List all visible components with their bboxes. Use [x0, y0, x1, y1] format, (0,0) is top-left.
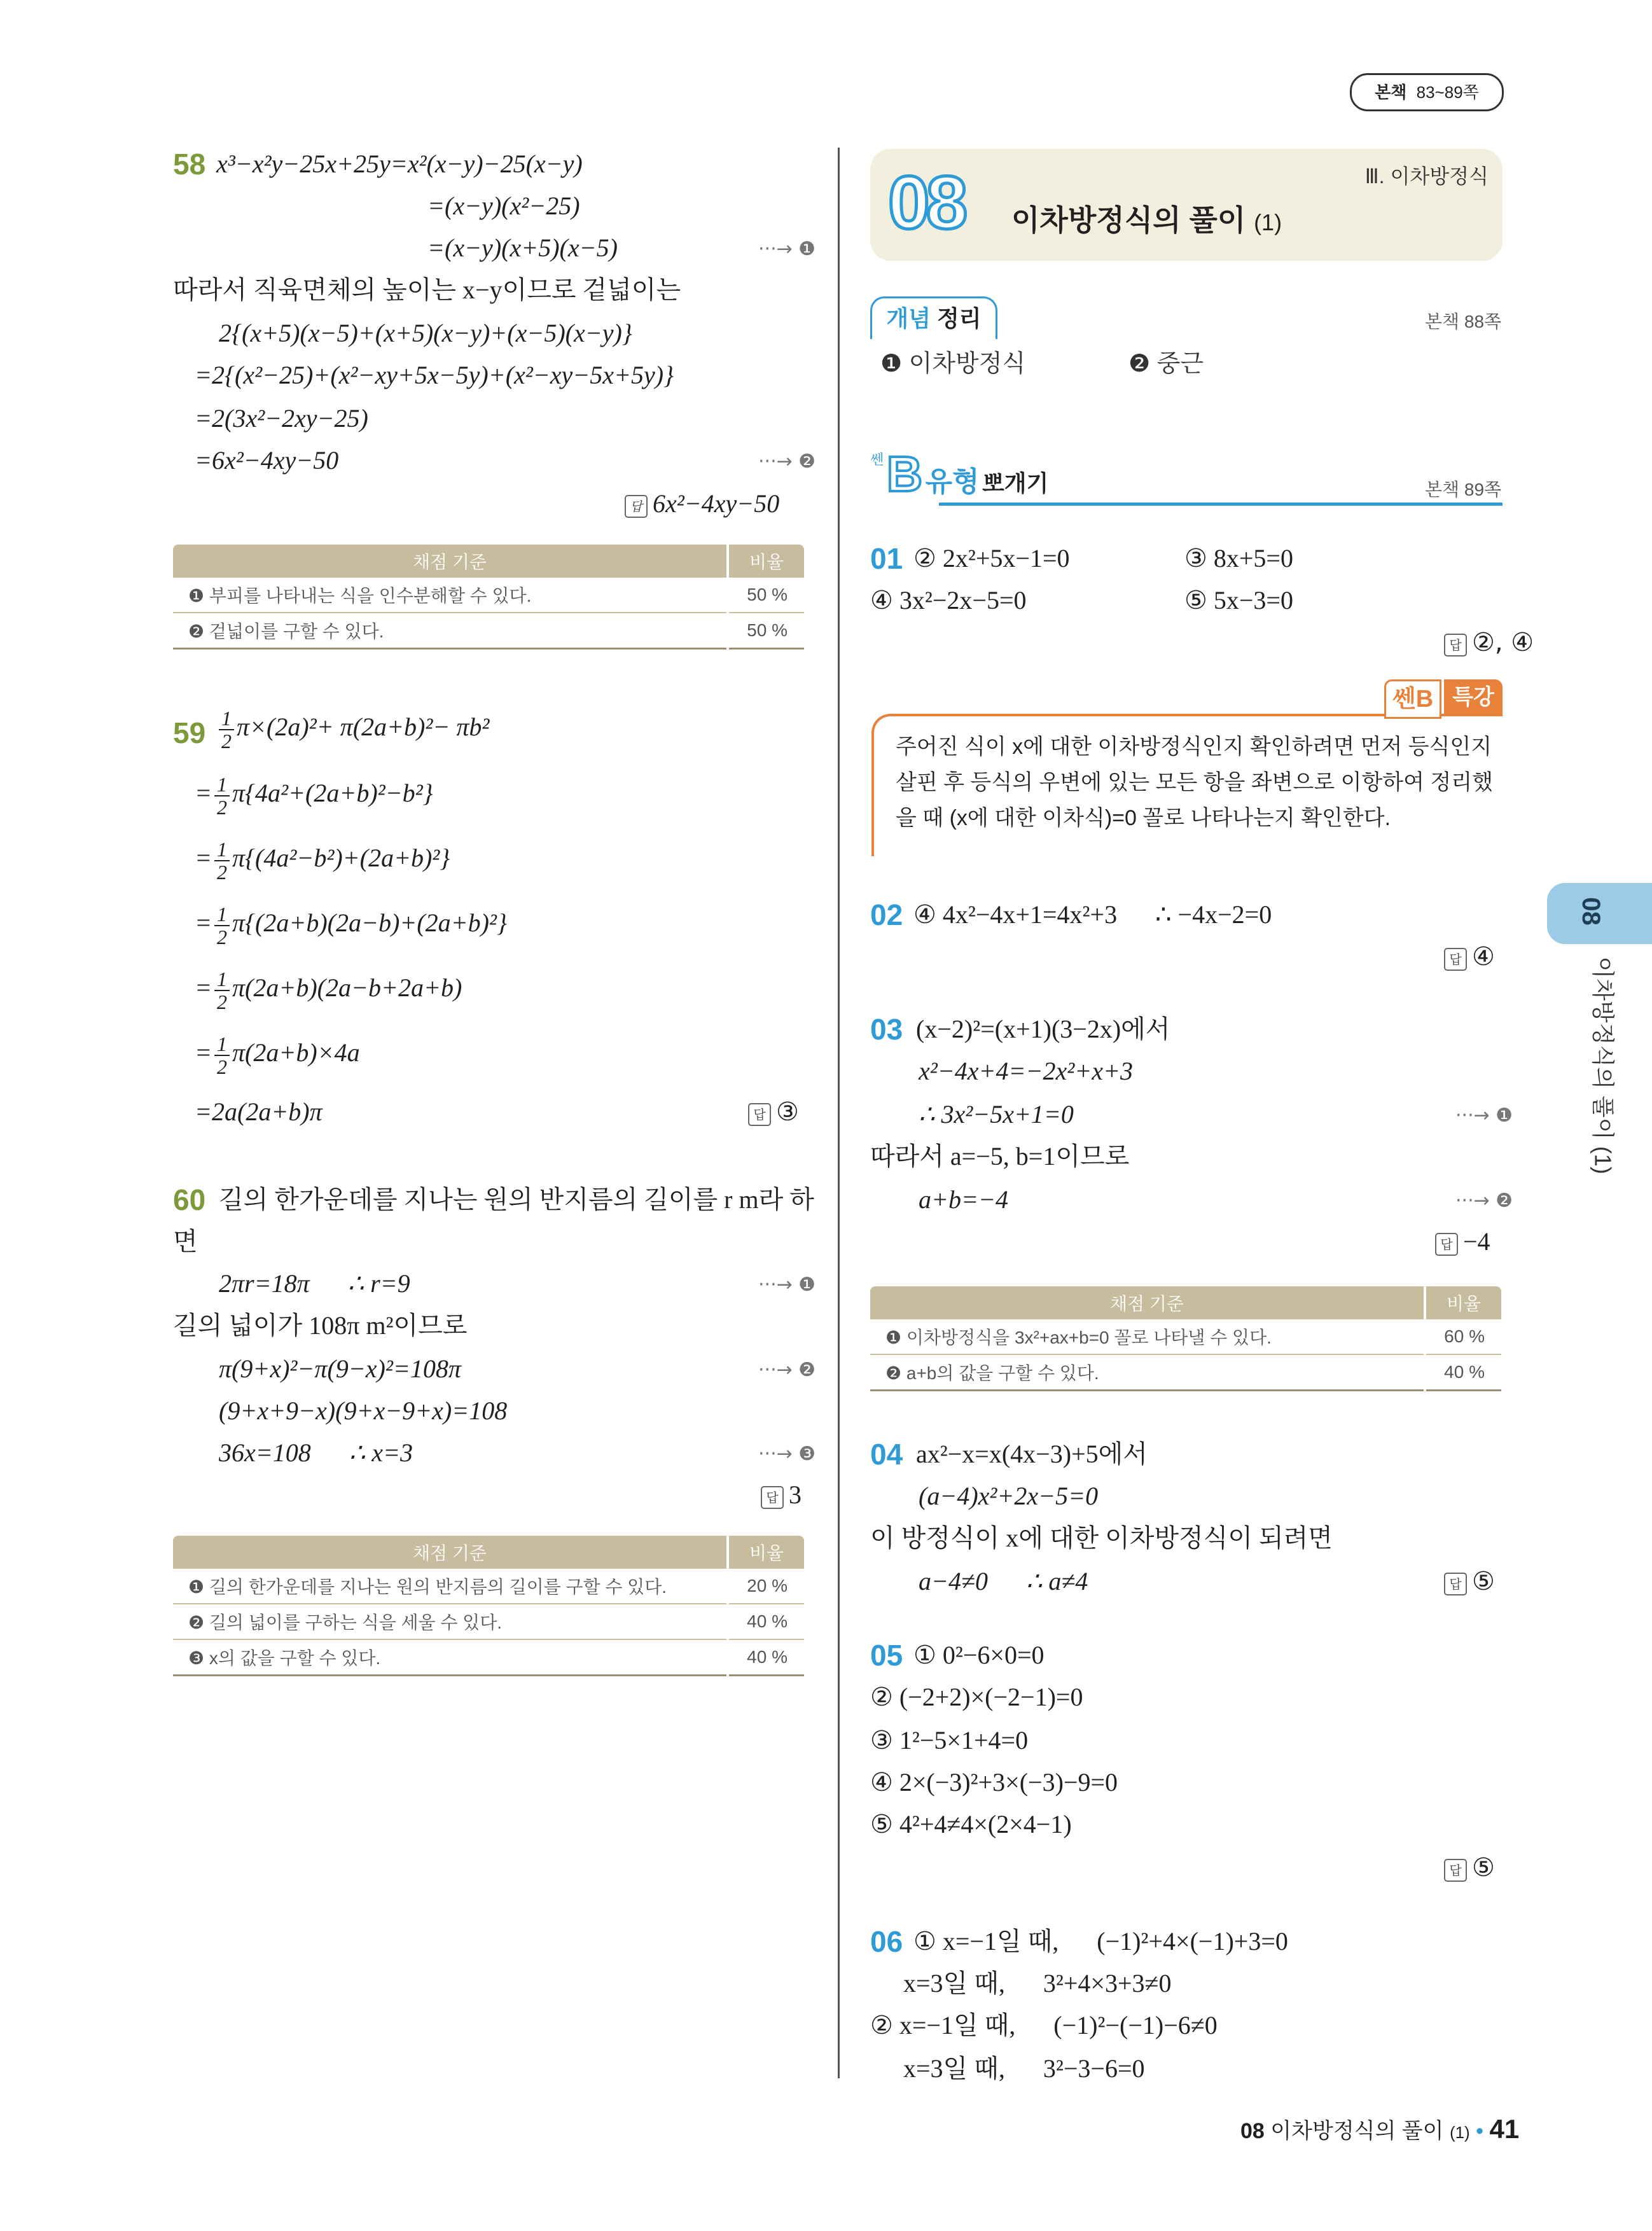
p60-grading-table	[173, 1536, 804, 1676]
p60-answer	[761, 1480, 802, 1510]
chapter-header-box	[870, 149, 1503, 261]
type-section-ref: 본책 89쪽	[1425, 480, 1502, 499]
side-tab-number: 08	[1547, 883, 1652, 944]
logo-prefix: 쎈	[870, 452, 884, 468]
type-title-bold: 유형	[925, 466, 980, 497]
p03-answer-value: −4	[1463, 1227, 1490, 1256]
chapter-unit-label: Ⅲ. 이차방정식	[1364, 165, 1489, 188]
p01-answer	[1444, 627, 1534, 658]
answer-icon: 답	[1444, 1573, 1467, 1595]
p04-answer-value: ⑤	[1472, 1567, 1495, 1596]
page-range-pill	[1350, 73, 1504, 111]
chapter-title: 이차방정식의 풀이 (1)	[1011, 204, 1282, 237]
p06-line4: x=3일 때, 3²−3−6=0	[903, 2054, 1145, 2083]
p05-answer-value: ⑤	[1472, 1853, 1495, 1882]
p59-answer	[748, 1097, 799, 1127]
p58-line8: =6x²−4xy−50	[195, 446, 339, 475]
grading-pct: 50 %	[728, 613, 804, 649]
problem-03-number: 03	[870, 1013, 903, 1046]
p59-line5: = $\frac{1}{2}$ π(2a+b)(2a−b+2a+b)	[195, 968, 462, 1013]
tip-line1: 주어진 식이 x에 대한 이차방정식인지 확인하려면 먼저 등식인지	[896, 735, 1492, 759]
p60-line5: (9+x+9−x)(9+x−9+x)=108	[219, 1396, 508, 1425]
p06-line2: x=3일 때, 3²+4×3+3≠0	[903, 1969, 1172, 1998]
tip-tag: 특강	[1444, 679, 1503, 715]
p04-line4: a−4≠0 ∴ a≠4	[919, 1567, 1088, 1595]
p02-answer	[1444, 942, 1495, 972]
p03-grading-table	[870, 1286, 1501, 1391]
answer-icon: 답	[1444, 948, 1467, 971]
p58-line7: =2(3x²−2xy−25)	[195, 404, 368, 433]
logo-letter: B	[886, 446, 923, 502]
p60-marker2: ···→ ❷	[758, 1359, 816, 1381]
footer-part: (1)	[1449, 2123, 1470, 2142]
p04-answer	[1444, 1566, 1495, 1597]
p05-line5: ⑤ 4²+4≠4×(2×4−1)	[870, 1810, 1072, 1838]
p04-line3: 이 방정식이 x에 대한 이차방정식이 되려면	[870, 1524, 1333, 1552]
type-section-underline	[939, 503, 1503, 506]
tip-line2: 살핀 후 등식의 우변에 있는 모든 항을 좌변으로 이항하여 정리했	[896, 770, 1493, 795]
p58-line4: 따라서 직육면체의 높이는 x−y이므로 겉넓이는	[173, 275, 681, 304]
grading-row: ❷ a+b의 값을 구할 수 있다.	[870, 1354, 1425, 1391]
p04-line1: ax²−x=x(4x−3)+5에서	[916, 1440, 1148, 1468]
grading-row: ❶ 길의 한가운데를 지나는 원의 반지름의 길이를 구할 수 있다.	[173, 1569, 728, 1604]
p60-line3: 길의 넓이가 108π m²이므로	[173, 1311, 468, 1340]
p58-answer	[625, 489, 779, 519]
answer-icon: 답	[1444, 1859, 1467, 1882]
p58-line1: x³−x²y−25x+25y=x²(x−y)−25(x−y)	[216, 149, 583, 178]
concept-item2: ❷ 중근	[1128, 351, 1204, 377]
p01-option-4: ④ 3x²−2x−5=0	[870, 586, 1027, 615]
p05-answer	[1444, 1852, 1495, 1883]
type-section-logo	[870, 446, 1049, 502]
p02-answer-value: ④	[1472, 942, 1495, 971]
p58-marker1: ···→ ❶	[758, 238, 816, 260]
p03-line5: a+b=−4	[919, 1185, 1008, 1214]
side-tab-title: 이차방정식의 풀이 (1)	[1590, 956, 1616, 1174]
answer-icon: 답	[748, 1103, 771, 1126]
p03-line4: 따라서 a=−5, b=1이므로	[870, 1142, 1130, 1171]
grading-pct: 40 %	[1425, 1354, 1501, 1391]
problem-59-number: 59	[173, 716, 206, 749]
p60-line2: 2πr=18π ∴ r=9	[219, 1269, 410, 1298]
grading-header: 채점 기준	[173, 1536, 728, 1569]
p59-line3: = $\frac{1}{2}$ π{(4a²−b²)+(2a+b)²}	[195, 838, 450, 884]
p58-line2: =(x−y)(x²−25)	[427, 191, 580, 220]
problem-60-number: 60	[173, 1183, 206, 1216]
grading-pct: 20 %	[728, 1569, 804, 1604]
concept-tab: 개념 정리	[870, 296, 997, 339]
p59-line6: = $\frac{1}{2}$ π(2a+b)×4a	[195, 1032, 360, 1078]
problem-04-number: 04	[870, 1438, 903, 1471]
concept-ref: 본책 88쪽	[1425, 312, 1502, 331]
column-divider	[838, 148, 840, 2078]
p60-line6: 36x=108 ∴ x=3	[219, 1438, 413, 1467]
type-title-rest: 뽀개기	[982, 470, 1049, 496]
grading-row: ❷ 겉넓이를 구할 수 있다.	[173, 613, 728, 649]
pill-label: 본책	[1375, 83, 1407, 102]
p60-line1: 길의 한가운데를 지나는 원의 반지름의 길이를 r m라 하	[219, 1185, 814, 1214]
p60-line1b: 면	[173, 1227, 198, 1256]
grading-pct: 50 %	[728, 578, 804, 613]
grading-header: 채점 기준	[173, 545, 728, 578]
grading-pct: 60 %	[1425, 1319, 1501, 1354]
page-number: 41	[1489, 2114, 1520, 2144]
grading-pct: 40 %	[728, 1639, 804, 1676]
footer-running-title: 08 이차방정식의 풀이 (1) • 41	[1240, 2114, 1520, 2144]
p05-line3: ③ 1²−5×1+4=0	[870, 1726, 1029, 1755]
problem-01-number: 01	[870, 542, 903, 575]
p01-option-3: ③ 8x+5=0	[1184, 544, 1293, 573]
p58-grading-table	[173, 545, 804, 650]
problem-05-number: 05	[870, 1639, 903, 1672]
concept-item1: ❶ 이차방정식	[880, 351, 1026, 377]
grading-row: ❶ 부피를 나타내는 식을 인수분해할 수 있다.	[173, 578, 728, 613]
grading-header: 채점 기준	[870, 1286, 1425, 1319]
p05-line2: ② (−2+2)×(−2−1)=0	[870, 1683, 1083, 1711]
p59-line1: $\frac{1}{2}$ π×(2a)²+ π(2a+b)²− πb²	[216, 707, 489, 758]
p59-line4: = $\frac{1}{2}$ π{(2a+b)(2a−b)+(2a+b)²}	[195, 903, 507, 949]
p03-marker2: ···→ ❷	[1455, 1190, 1513, 1212]
footer-title: 이차방정식의 풀이	[1270, 2119, 1444, 2143]
grading-ratio-header: 비율	[1425, 1286, 1501, 1319]
grading-ratio-header: 비율	[728, 545, 804, 578]
answer-icon: 답	[625, 495, 648, 518]
problem-58-number: 58	[173, 148, 206, 181]
p01-option-5: ⑤ 5x−3=0	[1184, 586, 1293, 615]
chapter-number-logo: 08	[888, 161, 964, 245]
p03-answer	[1435, 1227, 1490, 1257]
p02-line1: ④ 4x²−4x+1=4x²+3 ∴ −4x−2=0	[913, 900, 1272, 929]
grading-row: ❸ x의 값을 구할 수 있다.	[173, 1639, 728, 1676]
problem-06-number: 06	[870, 1925, 903, 1958]
answer-icon: 답	[1435, 1233, 1458, 1256]
pill-pages: 83~89쪽	[1416, 83, 1479, 102]
p03-line2: x²−4x+4=−2x²+x+3	[919, 1057, 1133, 1085]
p58-answer-value: 6x²−4xy−50	[653, 489, 780, 518]
grading-row: ❶ 이차방정식을 3x²+ax+b=0 꼴로 나타낼 수 있다.	[870, 1319, 1425, 1354]
p59-line2: = $\frac{1}{2}$ π{4a²+(2a+b)²−b²}	[195, 773, 433, 819]
p04-line2: (a−4)x²+2x−5=0	[919, 1482, 1099, 1510]
p01-answer-value: ②, ④	[1472, 628, 1534, 657]
problem-02-number: 02	[870, 898, 903, 931]
grading-pct: 40 %	[728, 1604, 804, 1639]
p06-line3: ② x=−1일 때, (−1)²−(−1)−6≠0	[870, 2011, 1218, 2040]
p58-marker2: ···→ ❷	[758, 450, 816, 473]
answer-icon: 답	[761, 1486, 784, 1509]
p03-marker1: ···→ ❶	[1455, 1104, 1513, 1127]
p60-line4: π(9+x)²−π(9−x)²=108π	[219, 1354, 461, 1383]
p58-line6: =2{(x²−25)+(x²−xy+5x−5y)+(x²−xy−5x+5y)}	[195, 361, 674, 389]
grading-row: ❷ 길의 넓이를 구하는 식을 세울 수 있다.	[173, 1604, 728, 1639]
p59-line7: =2a(2a+b)π	[195, 1097, 323, 1126]
p58-line3: =(x−y)(x+5)(x−5)	[427, 233, 618, 262]
grading-ratio-header: 비율	[728, 1536, 804, 1569]
tip-logo: 쎈B	[1384, 679, 1441, 719]
p05-line4: ④ 2×(−3)²+3×(−3)−9=0	[870, 1768, 1118, 1797]
p60-answer-value: 3	[789, 1480, 802, 1509]
p06-line1: ① x=−1일 때, (−1)²+4×(−1)+3=0	[913, 1927, 1288, 1956]
p58-line5: 2{(x+5)(x−5)+(x+5)(x−y)+(x−5)(x−y)}	[219, 319, 632, 347]
p59-answer-value: ③	[776, 1097, 799, 1127]
answer-icon: 답	[1444, 634, 1467, 657]
p01-option-2: ② 2x²+5x−1=0	[913, 544, 1070, 573]
p60-marker1: ···→ ❶	[758, 1274, 816, 1296]
p03-line1: (x−2)²=(x+1)(3−2x)에서	[916, 1015, 1170, 1043]
p05-line1: ① 0²−6×0=0	[913, 1641, 1045, 1669]
p03-line3: ∴ 3x²−5x+1=0	[919, 1100, 1074, 1129]
tip-line3: 을 때 (x에 대한 이차식)=0 꼴로 나타나는지 확인한다.	[896, 806, 1391, 830]
footer-chapter: 08	[1240, 2119, 1265, 2143]
p60-marker3: ···→ ❸	[758, 1443, 816, 1465]
